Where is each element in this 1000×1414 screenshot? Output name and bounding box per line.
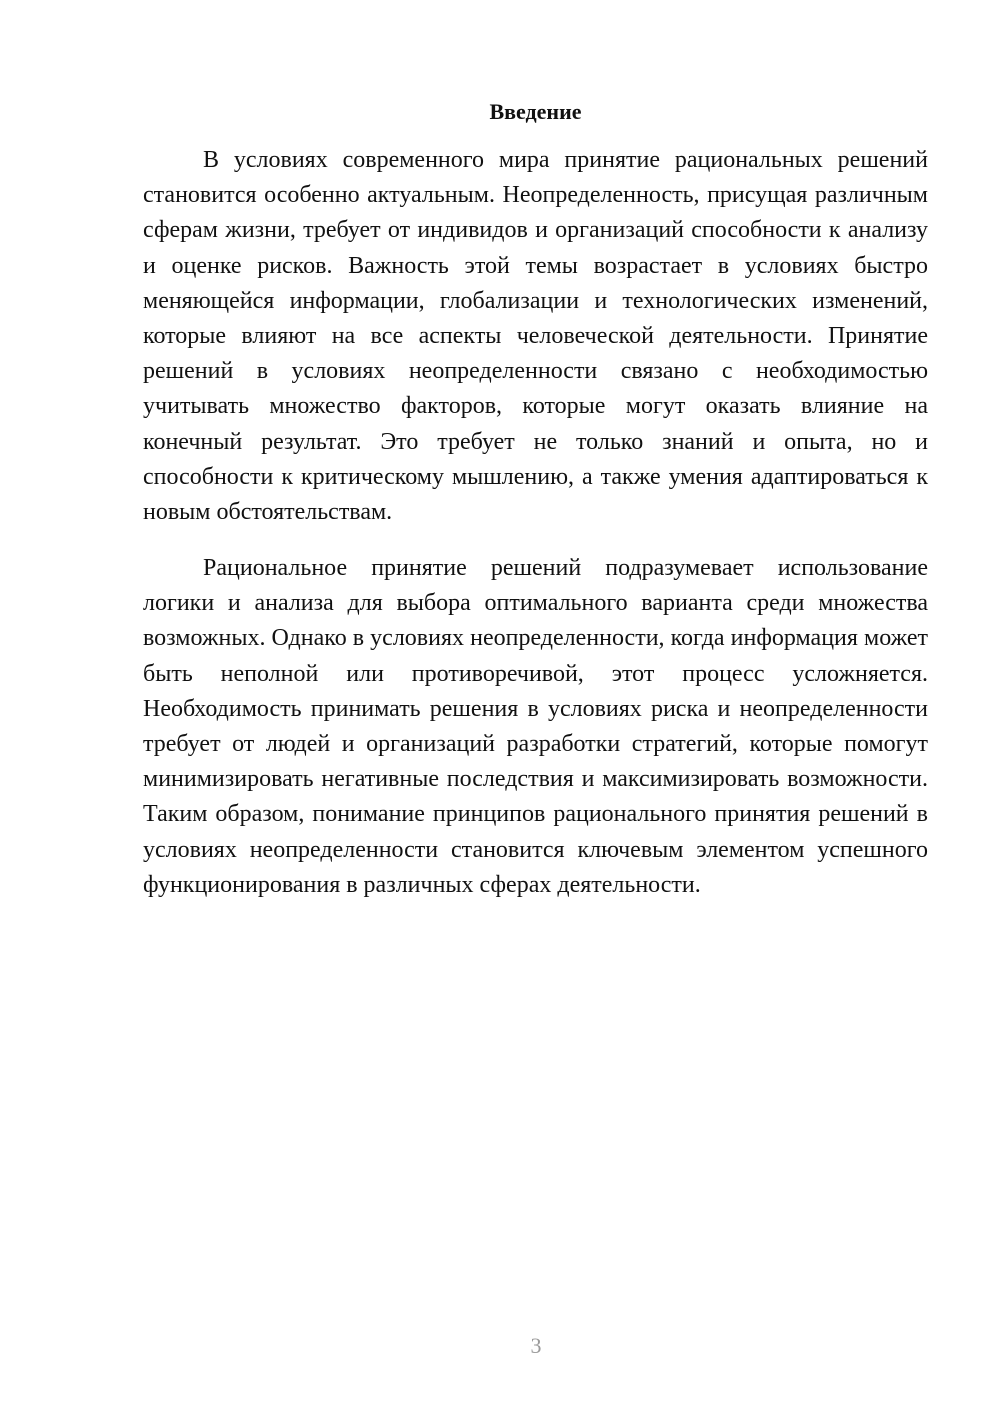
section-title: Введение — [489, 99, 582, 124]
intro-paragraph-2: Рациональное принятие решений подразумевает использование логики и анализа для выбора оптимального варианта среди множества возможных. Однако в условиях неопределенности, когда информация может быть неполной или противоречивой, этот процесс усложняется. Необходимость принимать решения в условиях риска и неопределенности требует от людей и организаций разработки стратегий, которые помогут минимизировать негативные последствия и максимизировать возможности. Таким образом, понимание принципов рационального принятия решений в условиях неопределенности становится ключевым элементом успешного функционирования в различных сферах деятельности. — [143, 555, 928, 898]
intro-paragraph-1: В условиях современного мира принятие рациональных решений становится особенно актуальным. Неопределенность, присущая различным сферам жизни, требует от индивидов и организаций способности к анализу и оценке рисков. Важность этой темы возрастает в условиях быстро меняющейся информации, глобализации и технологических изменений, которые влияют на все аспекты человеческой деятельности. Принятие решений в условиях неопределенности связано с необходимостью учитывать множество факторов, которые могут оказать влияние на конечный результат. Это требует не только знаний и опыта, но и способности к критическому мышлению, а также умения адаптироваться к новым обстоятельствам. — [143, 147, 928, 526]
page-number: 3 — [530, 1333, 542, 1358]
